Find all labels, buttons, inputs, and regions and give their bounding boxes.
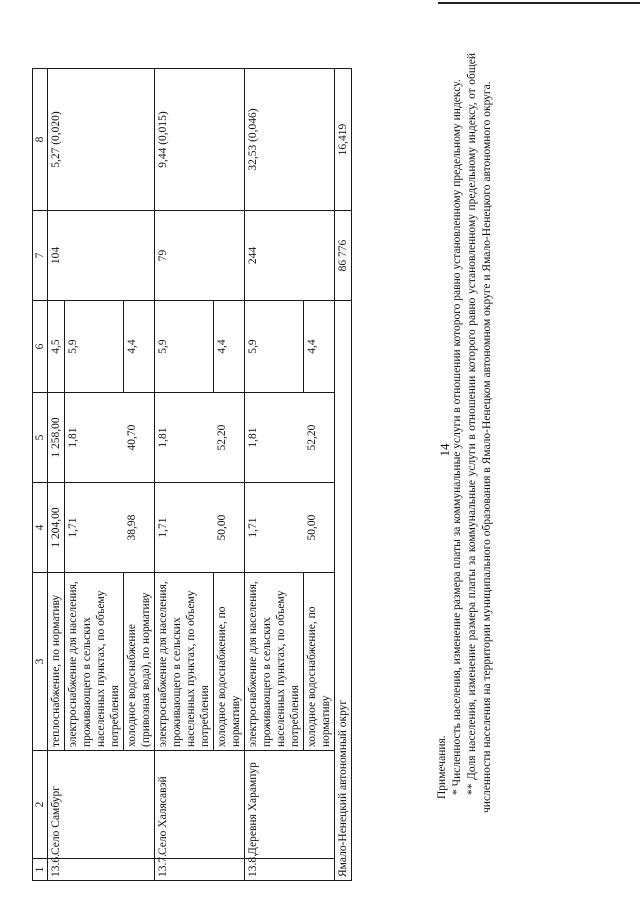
tariff-before: 38,98	[124, 483, 155, 573]
notes-section	[435, 53, 495, 813]
notes-title: Примечания.	[436, 735, 448, 799]
header-cell: 3	[33, 573, 48, 751]
header-cell: 4	[33, 483, 48, 573]
service-name: электроснабжение для населения, проживающего в сельских населенных пунктах, по объему потребления	[65, 573, 124, 751]
tariff-before: 1,71	[245, 483, 304, 573]
row-number: 13.6.	[48, 859, 155, 881]
data-table	[32, 68, 352, 881]
change-percent: 4,4	[124, 301, 155, 393]
row-number: 13.8.	[245, 859, 335, 881]
settlement-name: Деревня Харампур	[245, 751, 335, 859]
note-item: * Численность населения, изменение размера платы за коммунальные услуги в отношении которого равно установленному предельному индексу.	[450, 79, 463, 795]
note-item: ** Доля населения, изменение размера платы за коммунальные услуги в отношении которого равно установленному предельному индексу, от общей численности населения на территории муниципального образования в Ямало-Ненецком автономном округе и Ямало-Ненецкого автономного округа.	[465, 53, 493, 813]
tariff-after: 1,81	[65, 393, 124, 483]
table-row	[48, 69, 65, 881]
table-row	[155, 69, 214, 881]
tariff-after: 1 258,00	[48, 393, 65, 483]
tariff-after: 52,20	[214, 393, 245, 483]
settlement-name: Село Самбург	[48, 751, 155, 859]
total-label: Ямало-Ненецкий автономный округ	[335, 301, 352, 881]
population-share: 9,44 (0,015)	[155, 69, 245, 211]
table-row	[245, 69, 304, 881]
service-name: электроснабжение для населения, проживающего в сельских населенных пунктах, по объему потребления	[155, 573, 214, 751]
change-percent: 4,4	[214, 301, 245, 393]
total-row	[335, 69, 352, 881]
header-cell: 2	[33, 751, 48, 859]
population-count: 244	[245, 211, 335, 301]
page-number: 14	[437, 443, 452, 457]
change-percent: 5,9	[65, 301, 124, 393]
population-share: 5,27 (0,020)	[48, 69, 155, 211]
population-share: 32,53 (0,046)	[245, 69, 335, 211]
service-name: холодное водоснабжение (привозная вода), по нормативу	[124, 573, 155, 751]
service-name: электроснабжение для населения, проживающего в сельских населенных пунктах, по объему потребления	[245, 573, 304, 751]
change-percent: 4,5	[48, 301, 65, 393]
service-name: теплоснабжение, по нормативу	[48, 573, 65, 751]
header-cell: 8	[33, 69, 48, 211]
service-name: холодное водоснабжение, по нормативу	[304, 573, 335, 751]
total-population: 86 776	[335, 211, 352, 301]
row-number: 13.7.	[155, 859, 245, 881]
change-percent: 4,4	[304, 301, 335, 393]
change-percent: 5,9	[155, 301, 214, 393]
header-cell: 5	[33, 393, 48, 483]
population-count: 104	[48, 211, 155, 301]
tariff-after: 1,81	[245, 393, 304, 483]
total-share: 16,419	[335, 69, 352, 211]
header-cell: 7	[33, 211, 48, 301]
change-percent: 5,9	[245, 301, 304, 393]
settlement-name: Село Халясавэй	[155, 751, 245, 859]
population-count: 79	[155, 211, 245, 301]
tariff-before: 1 204,00	[48, 483, 65, 573]
header-row	[33, 69, 48, 881]
tariff-before: 50,00	[304, 483, 335, 573]
header-cell: 6	[33, 301, 48, 393]
tariff-before: 1,71	[155, 483, 214, 573]
service-name: холодное водоснабжение, по нормативу	[214, 573, 245, 751]
tariff-before: 1,71	[65, 483, 124, 573]
tariff-after: 1,81	[155, 393, 214, 483]
tariff-after: 40,70	[124, 393, 155, 483]
header-cell: 1	[33, 859, 48, 881]
tariff-before: 50,00	[214, 483, 245, 573]
tariff-after: 52,20	[304, 393, 335, 483]
